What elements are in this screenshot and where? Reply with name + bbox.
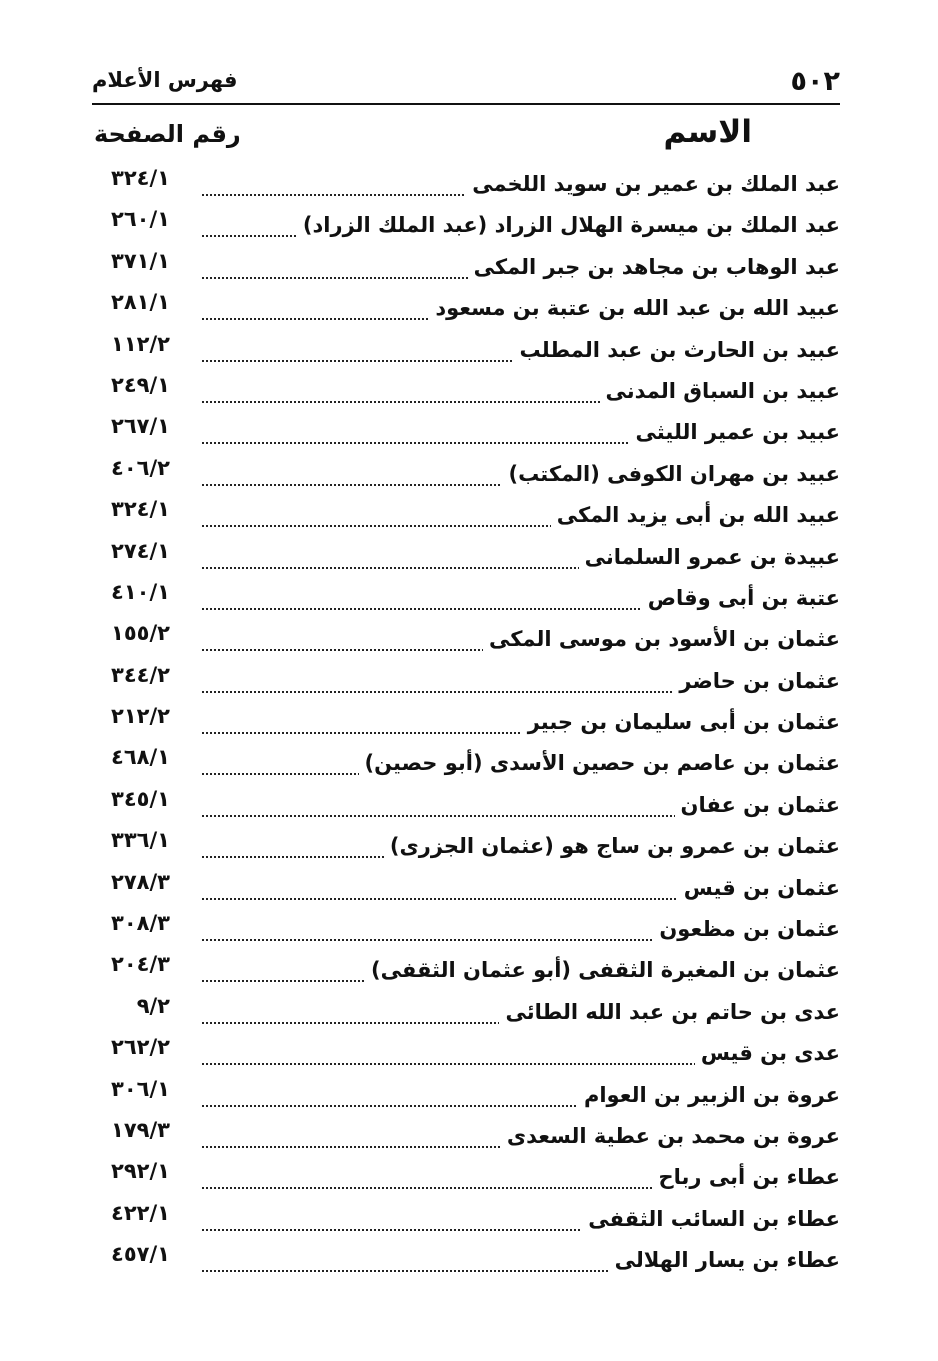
column-header-name: الاسم	[663, 114, 752, 150]
entry-page-reference: ٤١٠/١	[111, 579, 170, 604]
entry-page-reference: ٣٠٦/١	[111, 1076, 170, 1101]
entry-name: عثمان بن عفان	[675, 793, 840, 817]
entry-page-reference: ٣٠٨/٣	[111, 911, 170, 936]
entry-name: عطاء بن يسار الهلالى	[609, 1248, 840, 1272]
index-entry	[92, 621, 840, 662]
index-entry	[92, 911, 840, 952]
entry-name: عروة بن الزبير بن العوام	[578, 1083, 840, 1107]
entry-name: عدى بن حاتم بن عبد الله الطائى	[499, 1000, 840, 1024]
entry-page-reference: ٩/٢	[136, 993, 170, 1018]
index-entry	[92, 663, 840, 704]
entry-name: عثمان بن المغيرة الثقفى (أبو عثمان الثقفى)	[365, 958, 840, 982]
entry-name: عثمان بن عاصم بن حصين الأسدى (أبو حصين)	[359, 751, 840, 775]
entry-name: عطاء بن السائب الثقفى	[582, 1207, 840, 1231]
index-entry	[92, 456, 840, 497]
index-entry	[92, 207, 840, 248]
index-entry	[92, 166, 840, 207]
entry-name: عثمان بن الأسود بن موسى المكى	[483, 627, 840, 651]
entry-name: عبيد الله بن أبى يزيد المكى	[551, 503, 840, 527]
entry-name: عبيد الله بن عبد الله بن عتبة بن مسعود	[429, 296, 840, 320]
entry-page-reference: ٢١٢/٢	[111, 704, 170, 729]
entry-page-reference: ٢٤٩/١	[111, 372, 170, 397]
entry-page-reference: ١٧٩/٣	[111, 1117, 170, 1142]
entry-page-reference: ٢٨١/١	[111, 290, 170, 315]
entry-page-reference: ١٥٥/٢	[111, 621, 170, 646]
entry-name: عبيد بن الحارث بن عبد المطلب	[513, 338, 840, 362]
entry-name: عبد الملك بن عمير بن سويد اللخمى	[466, 172, 840, 196]
entry-name: عبيد بن مهران الكوفى (المكتب)	[502, 462, 840, 486]
entry-page-reference: ٢٦٧/١	[111, 414, 170, 439]
entry-name: عثمان بن مظعون	[653, 917, 840, 941]
index-entries	[92, 166, 840, 1284]
index-entry	[92, 870, 840, 911]
index-entry	[92, 745, 840, 786]
index-entry	[92, 994, 840, 1035]
entry-page-reference: ٣٤٥/١	[111, 786, 170, 811]
entry-page-reference: ٤٢٢/١	[111, 1200, 170, 1225]
entry-name: عثمان بن قيس	[678, 876, 840, 900]
entry-name: عدى بن قيس	[695, 1041, 840, 1065]
index-entry	[92, 1118, 840, 1159]
running-head	[92, 62, 840, 102]
entry-name: عثمان بن عمرو بن ساج هو (عثمان الجزرى)	[384, 834, 840, 858]
entry-page-reference: ٢٦٠/١	[111, 207, 170, 232]
entry-name: عبيد بن السباق المدنى	[600, 379, 840, 403]
index-entry	[92, 414, 840, 455]
index-entry	[92, 828, 840, 869]
entry-page-reference: ١١٢/٢	[111, 331, 170, 356]
column-header-page-number: رقم الصفحة	[94, 120, 241, 148]
index-entry	[92, 1077, 840, 1118]
entry-name: عبيدة بن عمرو السلمانى	[579, 545, 840, 569]
entry-name: عثمان بن أبى سليمان بن جبير	[522, 710, 840, 734]
index-entry	[92, 1201, 840, 1242]
index-entry	[92, 1159, 840, 1200]
header-rule	[92, 103, 840, 105]
index-entry	[92, 290, 840, 331]
index-entry	[92, 580, 840, 621]
entry-name: عروة بن محمد بن عطية السعدى	[501, 1124, 840, 1148]
index-entry	[92, 249, 840, 290]
index-entry	[92, 1035, 840, 1076]
page-number: ٥٠٢	[790, 66, 840, 97]
entry-page-reference: ٤٥٧/١	[111, 1242, 170, 1267]
entry-name: عبد الملك بن ميسرة الهلال الزراد (عبد الملك الزراد)	[297, 213, 840, 237]
entry-page-reference: ٢٧٨/٣	[111, 869, 170, 894]
entry-name: عبيد بن عمير الليثى	[630, 420, 840, 444]
entry-page-reference: ٣٢٤/١	[111, 497, 170, 522]
index-entry	[92, 332, 840, 373]
entry-page-reference: ٢٦٢/٢	[111, 1035, 170, 1060]
entry-name: عتبة بن أبى وقاص	[642, 586, 840, 610]
entry-page-reference: ٣٤٤/٢	[111, 662, 170, 687]
index-entry	[92, 497, 840, 538]
index-entry	[92, 704, 840, 745]
entry-name: عبد الوهاب بن مجاهد بن جبر المكى	[468, 255, 840, 279]
index-entry	[92, 787, 840, 828]
entry-page-reference: ٣٢٤/١	[111, 166, 170, 190]
entry-page-reference: ٢٠٤/٣	[111, 952, 170, 977]
index-entry	[92, 952, 840, 993]
entry-name: عطاء بن أبى رباح	[653, 1165, 840, 1189]
entry-page-reference: ٤٦٨/١	[111, 745, 170, 770]
entry-page-reference: ٣٣٦/١	[111, 828, 170, 853]
index-entry	[92, 1242, 840, 1283]
entry-page-reference: ٢٩٢/١	[111, 1159, 170, 1184]
entry-page-reference: ٢٧٤/١	[111, 538, 170, 563]
index-entry	[92, 373, 840, 414]
index-entry	[92, 539, 840, 580]
section-title: فهرس الأعلام	[92, 68, 238, 92]
entry-name: عثمان بن حاضر	[673, 669, 840, 693]
entry-page-reference: ٤٠٦/٢	[111, 455, 170, 480]
entry-page-reference: ٣٧١/١	[111, 248, 170, 273]
